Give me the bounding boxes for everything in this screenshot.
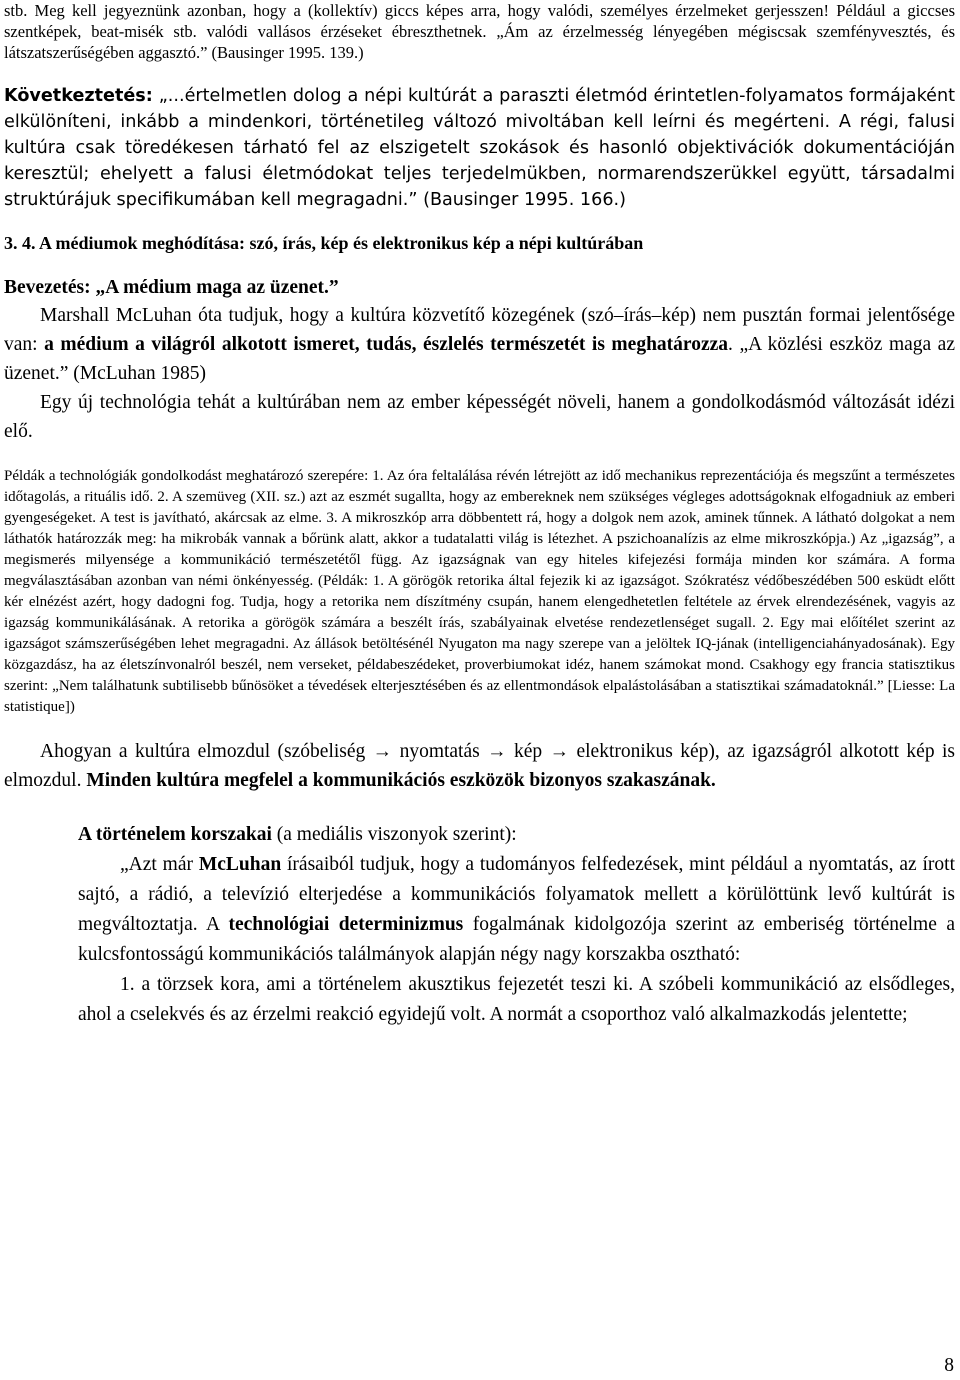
shift-paragraph [4,737,955,795]
conclusion-label: Következtetés: [4,86,153,106]
intro-paragraph [4,0,955,63]
page-number: 8 [944,1355,954,1376]
history-text-3: fogalmának kidolgozója szerint az emberiség történelme a kulcsfontosságú kommunikációs találmányok alapján négy nagy korszakba osztható: [78,914,955,965]
conclusion-text: „...értelmetlen dolog a népi kultúrát a paraszti életmód érintetlen-folyamatos formájaként elkülöníteni, inkább a mindenkori, történetileg változó mivoltában kell leírni és megérteni. A régi, falusi kultúra csak töredékesen tárható fel az elszigetelt szokások és hasonló objektivációk dokumentációján keresztül; ehelyett a falusi életmódokat teljes terjedelmükben, normarendszerükkel együtt, társadalmi struktúrájuk specifikumában kell megragadni.” (Bausinger 1995. 166.) [4,86,955,210]
history-mcluhan-bold: McLuhan [198,854,282,875]
document-page [4,0,955,1030]
technology-paragraph [4,388,955,446]
history-item-1-text: 1. a törzsek kora, ami a történelem akusztikus fejezetét teszi ki. A szóbeli kommunikáció az elsődleges, ahol a cselekvés és az érzelmi reakció egyidejű volt. A normát a csoporthoz való alkalmazkodás jelentette; [78,974,955,1025]
history-text-1: „Azt már [120,854,199,875]
history-title-bold: A történelem korszakai [78,824,272,845]
mcluhan-paragraph [4,301,955,388]
intro-text: stb. Meg kell jegyeznünk azonban, hogy a (kollektív) giccs képes arra, hogy valódi, személyes érzelmeket gerjesszen! Például a giccses szentképek, beat-misék stb. valódi vallásos érzéseket ébreszthetnek. „Ám az érzelmesség lényegében mégiscsak szemfényvesztés, és látszatszerűségében aggasztó.” (Bausinger 1995. 139.) [4,1,955,62]
mcluhan-bold: a médium a világról alkotott ismeret, tudás, észlelés természetét is meghatározza [44,334,729,355]
shift-text: Ahogyan a kultúra elmozdul (szóbeliség → nyomtatás → kép → elektronikus kép), az igazságról alkotott kép is elmozdul. [4,741,955,791]
examples-paragraph [4,466,955,718]
history-determinism-bold: technológiai determinizmus [228,914,464,935]
technology-text: Egy új technológia tehát a kultúrában nem az ember képességét növeli, hanem a gondolkodásmód változását idézi elő. [4,392,955,442]
examples-text: Példák a technológiák gondolkodást meghatározó szerepére: 1. Az óra feltalálása révén létrejött az idő mechanikus reprezentációja és megszűnt a természetes időtagolás, a rituális idő. 2. A szemüveg (XII. sz.) azt az eszmét sugallta, hogy az embereknek nem szükséges végleges adottságoknak elfogadniuk az emberi gyengeségeket. A test is javítható, akárcsak az elme. 3. A mikroszkóp arra döbbentett rá, hogy a dolgok nem azok, aminek tűnnek. A látható dolgokat a nem láthatók határozzák meg: ha mikrobák vannak a bőrünk alatt, akkor a tudatalatti világ is létezhet. A pszichoanalízis az elme mikroszkópja.) Az „igazság”, a megismerés milyensége a kommunikáció természetétől függ. Az igazságnak van egy hiteles kifejezési formája minden kor számára. A forma megválasztásában azonban van némi önkényesség. (Példák: 1. A görögök retorika által fejezik ki az igazságot. Szókratész védőbeszédében 500 esküdt előtt kér elnézést azért, hogy dadogni fog. Tudja, hogy a retorika nem díszítmény csupán, hanem elengedhetetlen feltétele az érvek elrendezésének, vagyis az igazság kommunikálásának. A retorika a görögök számára a beszélt írás, szabályainak elvetése rendezetlenséget sugall. 2. Egy mai előítélet szerint az igazságot számszerűségében lehet megragadni. Az állások betöltésénél Nyugaton ma nagy szerepe van a jelöltek IQ-jának (intelligenciahányadosának). Egy közgazdász, ha az életszínvonalról beszél, nem verseket, példabeszédeket, proverbiumokat idéz, hanem számokat mond. Csakhogy egy francia statisztikus szerint: „Nem találhatunk subtilisebb bűnösöket a tévedések elterjesztésében és az ellentmondások elpalástolásában a statisztikai számadatoknál.” [Liesse: La statistique]) [4,468,955,715]
mcluhan-text-2: . „A közlési eszköz maga az üzenet.” (McLuhan 1985) [4,334,955,384]
shift-bold: Minden kultúra megfelel a kommunikációs eszközök bizonyos szakaszának. [86,770,716,791]
history-title [4,820,955,850]
section-heading: 3. 4. A médiumok meghódítása: szó, írás, kép és elektronikus kép a népi kultúrában [4,233,644,253]
history-title-rest: (a mediális viszonyok szerint): [271,824,517,845]
history-section [4,820,955,1030]
history-item-1 [4,970,955,1030]
intro-title: Bevezetés: „A médium maga az üzenet.” [4,277,339,298]
history-paragraph [4,850,955,970]
mcluhan-text-1: Marshall McLuhan óta tudjuk, hogy a kultúra közvetítő közegének (szó–írás–kép) nem pusztán formai jelentősége van: [4,305,955,355]
history-text-2: írásaiból tudjuk, hogy a tudományos felfedezések, mint például a nyomtatás, az írott sajtó, a rádió, a televízió elterjedése a kommunikációs folyamatok mellett a körülöttünk levő kultúrát is megváltoztatja. A [78,854,955,935]
conclusion-paragraph [4,83,955,213]
